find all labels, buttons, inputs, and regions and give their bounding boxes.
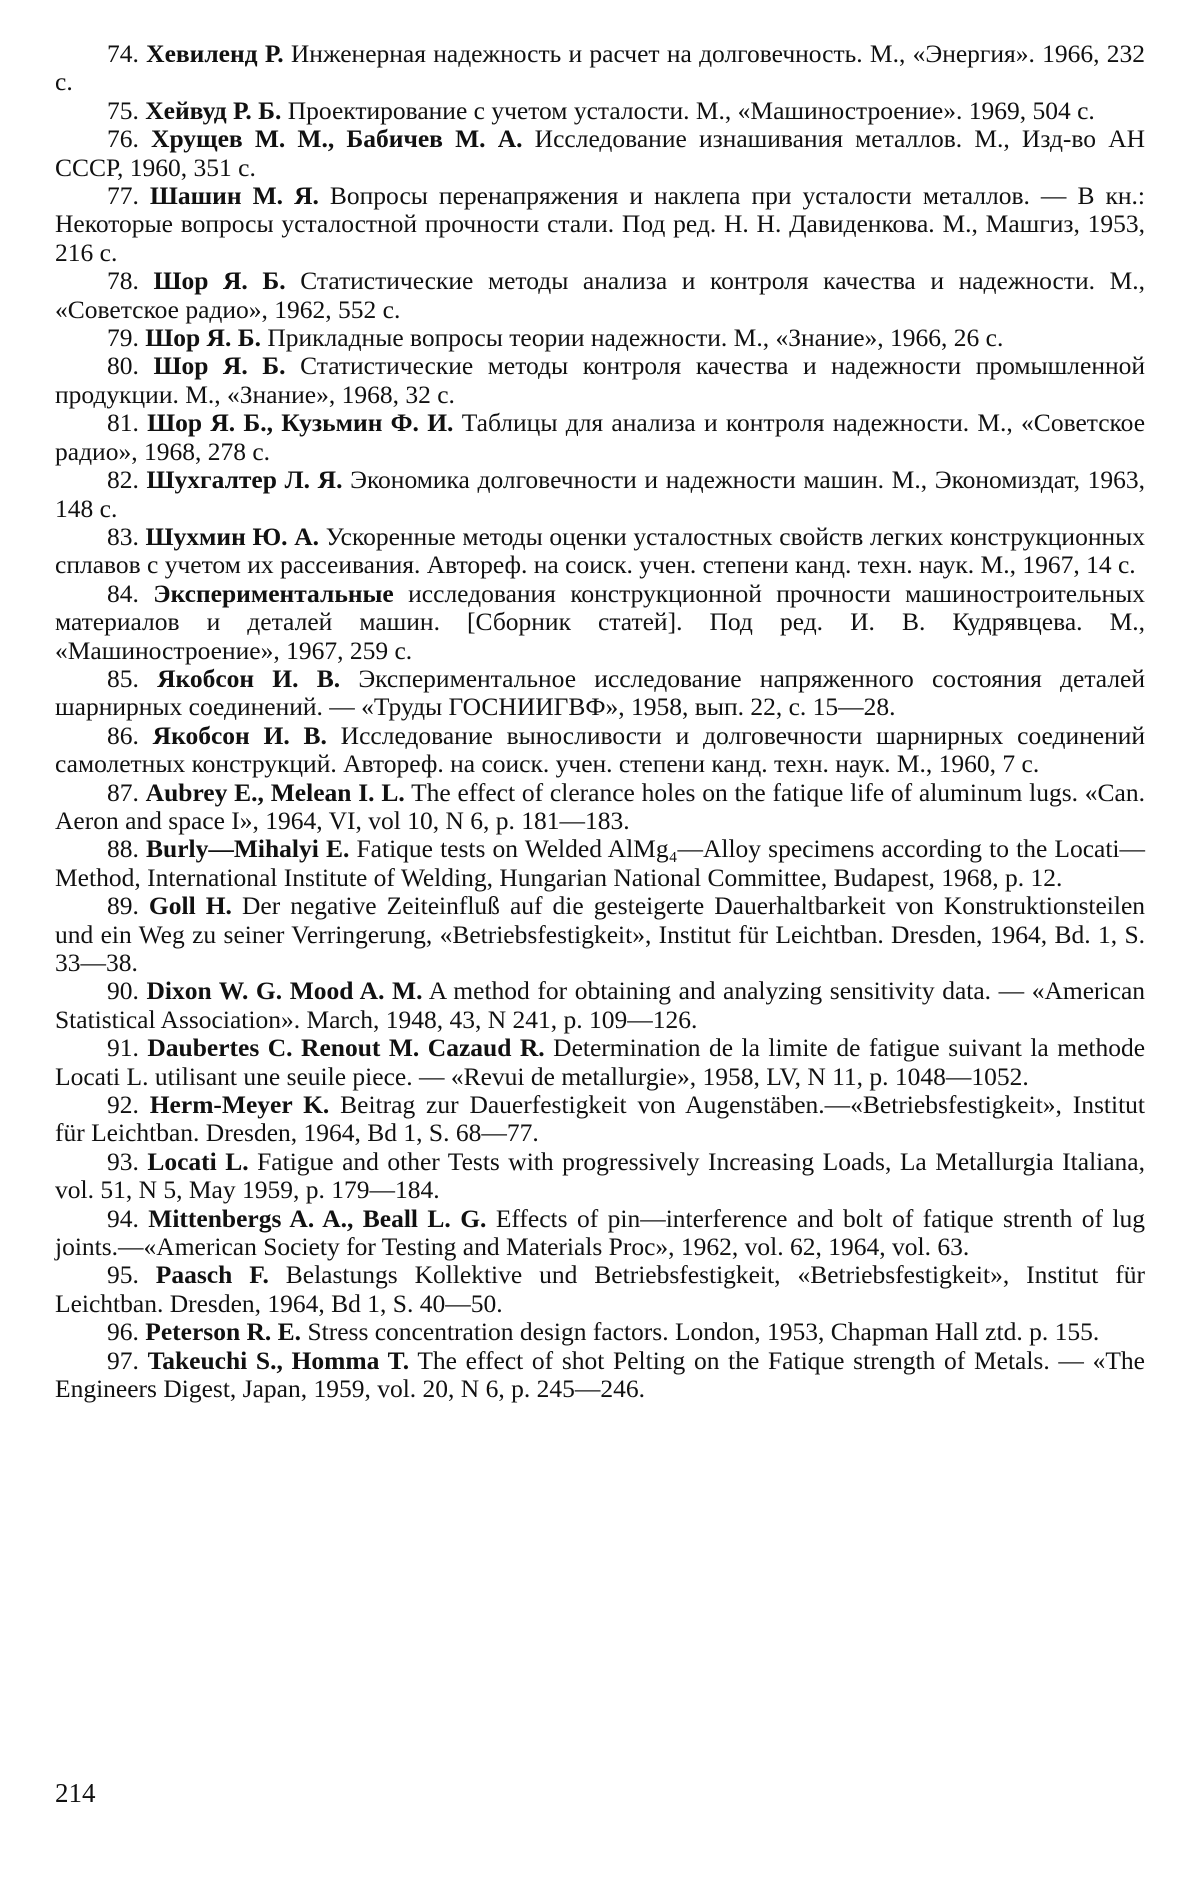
reference-authors: Шор Я. Б. — [153, 351, 286, 381]
reference-authors: Якобсон И. В. — [152, 720, 327, 750]
reference-text: Ускоренные методы оценки усталостных свойств легких конструкционных сплавов с учетом их рассеивания. Автореф. на соиск. учен. степени канд. техн. наук. М., 1967, 14 с. — [55, 521, 1146, 580]
reference-item: 80. Шор Я. Б. Статистические методы контроля качества и надежности промышленной продукции. М., «Знание», 1968, 32 с. — [55, 351, 1146, 409]
reference-text: Fatigue and other Tests with progressively Increasing Loads, La Metallurgia Italiana, vol. 51, N 5, May 1959, p. 179—184. — [55, 1146, 1145, 1205]
reference-authors: Экспериментальные — [153, 578, 394, 608]
reference-item: 76. Хрущев М. М., Бабичев М. А. Исследование изнашивания металлов. М., Изд-во АН СССР, 1960, 351 с. — [55, 124, 1146, 182]
reference-text: Исследование изнашивания металлов. М., Изд-во АН СССР, 1960, 351 с. — [55, 124, 1146, 182]
reference-item: 91. Daubertes C. Renout M. Cazaud R. Determination de la limite de fatigue suivant la methode Locati L. utilisant une seuile piece. — «Revui de metallurgie», 1958, LV, N 11, p. 1048—1052. — [55, 1033, 1146, 1091]
reference-text: Экономика долговечности и надежности машин. М., Экономиздат, 1963, 148 с. — [55, 465, 1145, 523]
reference-text: Вопросы перенапряжения и наклепа при усталости металлов. — В кн.: Некоторые вопросы усталостной прочности стали. Под ред. Н. Н. Давиденкова. М., Машгиз, 1953, 216 с. — [55, 181, 1145, 267]
reference-authors: Peterson R. E. — [145, 1317, 302, 1347]
reference-item: 95. Paasch F. Belastungs Kollektive und Betriebsfestigkeit, «Betriebsfestigkeit», Institut für Leichtban. Dresden, 1964, Bd 1, S. 40—50. — [55, 1260, 1146, 1318]
reference-text: Статистические методы контроля качества и надежности промышленной продукции. М., «Знание», 1968, 32 с. — [55, 351, 1146, 409]
reference-authors: Mittenbergs A. A., Beall L. G. — [148, 1203, 487, 1233]
reference-authors: Шухгалтер Л. Я. — [146, 465, 343, 495]
reference-text: Fatique tests on Welded AlMg₄—Alloy specimens according to the Locati—Method, International Institute of Welding, Hungarian National Committee, Budapest, 1968, p. 12. — [55, 834, 1146, 892]
reference-item: 84. Экспериментальные исследования конструкционной прочности машиностроительных материалов и деталей машин. [Сборник статей]. Под ред. И. В. Кудрявцева. М., «Машиностроение», 1967, 259 с. — [55, 578, 1145, 665]
reference-item: 85. Якобсон И. В. Экспериментальное исследование напряженного состояния деталей шарнирных соединений. — «Труды ГОСНИИГВФ», 1958, вып. 22, с. 15—28. — [55, 663, 1146, 722]
reference-item: 94. Mittenbergs A. A., Beall L. G. Effects of pin—interference and bolt of fatique strenth of lug joints.—«American Society for Testing and Materials Proc», 1962, vol. 62, 1964, vol. 63. — [55, 1203, 1146, 1262]
reference-item: 89. Goll H. Der negative Zeiteinfluß auf die gesteigerte Dauerhaltbarkeit von Konstruktionsteilen und ein Weg zu seiner Verringerung, «Betriebsfestigkeit», Institut für Leichtban. Dresden, 1964, Bd. 1, S. 33—38. — [55, 891, 1146, 977]
reference-authors: Burly—Mihalyi E. — [146, 834, 350, 864]
reference-text: Effects of pin—interference and bolt of fatique strenth of lug joints.—«American Society for Testing and Materials Proc», 1962, vol. 62, 1964, vol. 63. — [55, 1203, 1146, 1262]
reference-authors: Хевиленд Р. — [146, 39, 284, 68]
reference-authors: Якобсон И. В. — [157, 663, 341, 693]
page-number: 214 — [55, 1778, 96, 1808]
reference-item: 86. Якобсон И. В. Исследование выносливости и долговечности шарнирных соединений самолетных конструкций. Автореф. на соиск. учен. степени канд. техн. наук. М., 1960, 7 с. — [55, 720, 1146, 779]
reference-item: 83. Шухмин Ю. А. Ускоренные методы оценки усталостных свойств легких конструкционных сплавов с учетом их рассеивания. Автореф. на соиск. учен. степени канд. техн. наук. М., 1967, 14 с. — [55, 521, 1146, 580]
reference-text: The effect of clerance holes on the fatique life of aluminum lugs. «Can. Aeron and space I», 1964, VI, vol 10, N 6, p. 181—183. — [55, 777, 1145, 835]
reference-authors: Herm-Meyer K. — [149, 1090, 330, 1120]
reference-text: The effect of shot Pelting on the Fatique strength of Metals. — «The Engineers Digest, Japan, 1959, vol. 20, N 6, p. 245—246. — [55, 1345, 1145, 1404]
reference-authors: Шухмин Ю. А. — [145, 521, 320, 551]
reference-text: исследования конструкционной прочности машиностроительных материалов и деталей машин. [Сборник статей]. Под ред. И. В. Кудрявцева. М., «Машиностроение», 1967, 259 с. — [55, 578, 1145, 665]
reference-item: 88. Burly—Mihalyi E. Fatique tests on Welded AlMg₄—Alloy specimens according to the Locati—Method, International Institute of Welding, Hungarian National Committee, Budapest, 1968, p. 12. — [55, 834, 1146, 892]
reference-authors: Шор Я. Б., Кузьмин Ф. И. — [147, 408, 454, 438]
reference-text: Stress concentration design factors. London, 1953, Chapman Hall ztd. p. 155. — [307, 1317, 1100, 1347]
reference-text: Таблицы для анализа и контроля надежности. М., «Советское радио», 1968, 278 с. — [55, 408, 1146, 466]
reference-item: 77. Шашин М. Я. Вопросы перенапряжения и наклепа при усталости металлов. — В кн.: Некоторые вопросы усталостной прочности стали. Под ред. Н. Н. Давиденкова. М., Машгиз, 1953, 216 с. — [55, 181, 1145, 267]
reference-authors: Locati L. — [147, 1146, 249, 1176]
reference-authors: Хрущев М. М., Бабичев М. А. — [151, 124, 523, 154]
reference-text: Проектирование с учетом усталости. М., «Машиностроение». 1969, 504 с. — [287, 95, 1095, 125]
reference-text: Инженерная надежность и расчет на долговечность. М., «Энергия». 1966, 232 с. — [55, 39, 1146, 97]
reference-authors: Paasch F. — [155, 1260, 269, 1290]
reference-item: 81. Шор Я. Б., Кузьмин Ф. И. Таблицы для анализа и контроля надежности. М., «Советское радио», 1968, 278 с. — [55, 408, 1146, 466]
reference-item: 90. Dixon W. G. Mood A. M. A method for obtaining and analyzing sensitivity data. — «American Statistical Association». March, 1948, 43, N 241, p. 109—126. — [55, 976, 1146, 1034]
reference-text: Belastungs Kollektive und Betriebsfestigkeit, «Betriebsfestigkeit», Institut für Leichtban. Dresden, 1964, Bd 1, S. 40—50. — [55, 1260, 1146, 1318]
reference-authors: Aubrey E., Melean I. L. — [145, 777, 405, 807]
reference-item: 87. Aubrey E., Melean I. L. The effect of clerance holes on the fatique life of aluminum lugs. «Can. Aeron and space I», 1964, VI, vol 10, N 6, p. 181—183. — [55, 777, 1145, 835]
reference-item: 92. Herm-Meyer K. Beitrag zur Dauerfestigkeit von Augenstäben.—«Betriebsfestigkeit», Institut für Leichtban. Dresden, 1964, Bd 1, S. 68—77. — [55, 1090, 1145, 1148]
reference-text: Статистические методы анализа и контроля качества и надежности. М., «Советское радио», 1962, 552 с. — [55, 266, 1145, 324]
reference-authors: Хейвуд Р. Б. — [145, 95, 282, 125]
reference-authors: Daubertes C. Renout M. Cazaud R. — [147, 1033, 545, 1063]
reference-item: 82. Шухгалтер Л. Я. Экономика долговечности и надежности машин. М., Экономиздат, 1963, 148 с. — [55, 465, 1145, 523]
reference-text: Der negative Zeiteinfluß auf die gesteigerte Dauerhaltbarkeit von Konstruktionsteilen und ein Weg zu seiner Verringerung, «Betriebsfestigkeit», Institut für Leichtban. Dresden, 1964, Bd. 1, S. 33—38. — [55, 891, 1146, 977]
reference-text: Прикладные вопросы теории надежности. М., «Знание», 1966, 26 с. — [267, 323, 1004, 353]
reference-authors: Шашин М. Я. — [149, 181, 319, 211]
reference-authors: Dixon W. G. Mood A. M. — [146, 976, 423, 1006]
reference-list — [55, 40, 1145, 1404]
reference-text: Beitrag zur Dauerfestigkeit von Augenstäben.—«Betriebsfestigkeit», Institut für Leichtban. Dresden, 1964, Bd 1, S. 68—77. — [55, 1090, 1145, 1148]
reference-authors: Шор Я. Б. — [145, 323, 261, 353]
reference-authors: Takeuchi S., Homma T. — [147, 1345, 410, 1375]
reference-text: Determination de la limite de fatigue suivant la methode Locati L. utilisant une seuile piece. — «Revui de metallurgie», 1958, LV, N 11, p. 1048—1052. — [55, 1033, 1146, 1091]
reference-item: 74. Хевиленд Р. Инженерная надежность и расчет на долговечность. М., «Энергия». 1966, 232 с. — [55, 39, 1146, 97]
reference-authors: Шор Я. Б. — [153, 266, 286, 296]
reference-item: 97. Takeuchi S., Homma T. The effect of shot Pelting on the Fatique strength of Metals. — «The Engineers Digest, Japan, 1959, vol. 20, N 6, p. 245—246. — [55, 1345, 1145, 1404]
reference-item: 78. Шор Я. Б. Статистические методы анализа и контроля качества и надежности. М., «Советское радио», 1962, 552 с. — [55, 266, 1145, 324]
reference-item: 79. Шор Я. Б. Прикладные вопросы теории надежности. М., «Знание», 1966, 26 с. — [107, 323, 1004, 353]
reference-item: 96. Peterson R. E. Stress concentration design factors. London, 1953, Chapman Hall ztd. p. 155. — [107, 1317, 1100, 1347]
reference-text: Экспериментальное исследование напряженного состояния деталей шарнирных соединений. — «Труды ГОСНИИГВФ», 1958, вып. 22, с. 15—28. — [55, 663, 1146, 722]
reference-item: 75. Хейвуд Р. Б. Проектирование с учетом усталости. М., «Машиностроение». 1969, 504 с. — [107, 95, 1095, 125]
reference-text: A method for obtaining and analyzing sensitivity data. — «American Statistical Association». March, 1948, 43, N 241, p. 109—126. — [55, 976, 1146, 1034]
reference-text: Исследование выносливости и долговечности шарнирных соединений самолетных конструкций. Автореф. на соиск. учен. степени канд. техн. наук. М., 1960, 7 с. — [55, 720, 1146, 779]
reference-authors: Goll H. — [148, 891, 232, 921]
reference-item: 93. Locati L. Fatigue and other Tests with progressively Increasing Loads, La Metallurgia Italiana, vol. 51, N 5, May 1959, p. 179—184. — [55, 1146, 1145, 1205]
